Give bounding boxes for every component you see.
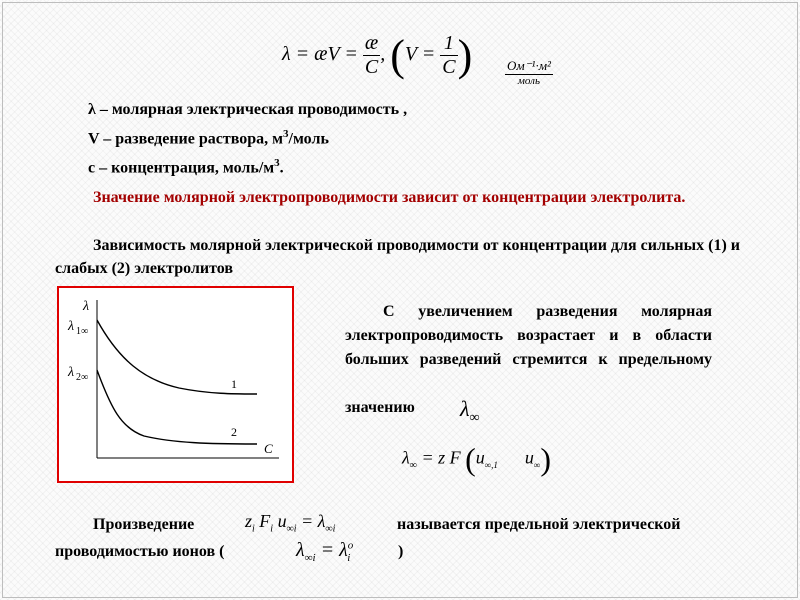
y2-sub: 2∞ xyxy=(76,372,89,383)
bottom-line2-start: проводимостью ионов ( xyxy=(55,543,225,560)
formula-v-frac xyxy=(440,32,457,79)
units-fraction xyxy=(505,58,553,87)
definition-c: c – концентрация, моль/$м^3$. xyxy=(88,157,284,177)
formula-frac-num: æ xyxy=(364,32,379,54)
formula-ion: $\lambda_{\infty i} = \lambda^o_i$ xyxy=(296,539,354,564)
x-axis-label: C xyxy=(264,441,273,456)
definition-v: V – разведение раствора, $м^3$/моль xyxy=(88,128,329,148)
graph-box xyxy=(57,286,294,483)
paren-close: ) xyxy=(457,31,473,80)
graph-svg xyxy=(59,288,292,481)
definitions xyxy=(88,98,407,181)
formula-lambda xyxy=(282,30,472,81)
formula-frac xyxy=(363,32,380,79)
formula-frac-den: C xyxy=(364,56,379,78)
formula-v-den: C xyxy=(442,56,456,78)
formula-limit: $\lambda_\infty = z$ F ($u_{\infty,1}$ $u_\infty$) xyxy=(402,441,551,477)
formula-product: $z_i$ $F_i$ $u_{\infty i} = \lambda_{\infty i}$ xyxy=(245,511,336,535)
units-den: моль xyxy=(517,75,540,87)
formula-v-num: 1 xyxy=(440,32,457,56)
paragraph-right-last: значению xyxy=(345,399,415,416)
paragraph-dependence: Зависимость молярной электрической проводимости от концентрации для сильных (1) и слабых (2) электролитов xyxy=(55,237,740,277)
y1-sub: 1∞ xyxy=(76,326,89,337)
bottom-line1-end: называется предельной электрической xyxy=(397,516,681,533)
definition-lambda: λ – молярная электрическая проводимость , xyxy=(88,101,408,118)
formula-comma: , xyxy=(380,43,386,66)
curve-1-label: 1 xyxy=(231,377,237,391)
formula-lambda-lhs: λ = æV = xyxy=(282,43,358,66)
formula-v-lhs: V = xyxy=(404,43,436,66)
paren-open: ( xyxy=(390,31,405,80)
curve-2-label: 2 xyxy=(231,425,237,439)
bottom-line2-end: ) xyxy=(398,543,404,560)
paragraph-red: Значение молярной электропроводимости зависит от концентрации электролита. xyxy=(93,189,686,206)
lambda-infinity: $\lambda_\infty$ xyxy=(460,396,480,426)
y-axis-label: λ xyxy=(83,299,90,314)
formula-limit-eq: = z F xyxy=(421,447,461,468)
y1-label: λ xyxy=(68,319,75,334)
paragraph-right: С увеличением разведения молярная электропроводимость возрастает и в области больших разведений стремится к предельному xyxy=(345,303,712,368)
bottom-line1-start: Произведение xyxy=(93,516,195,533)
y2-label: λ xyxy=(68,365,75,380)
units-num: Ом⁻¹·м² xyxy=(507,58,551,73)
